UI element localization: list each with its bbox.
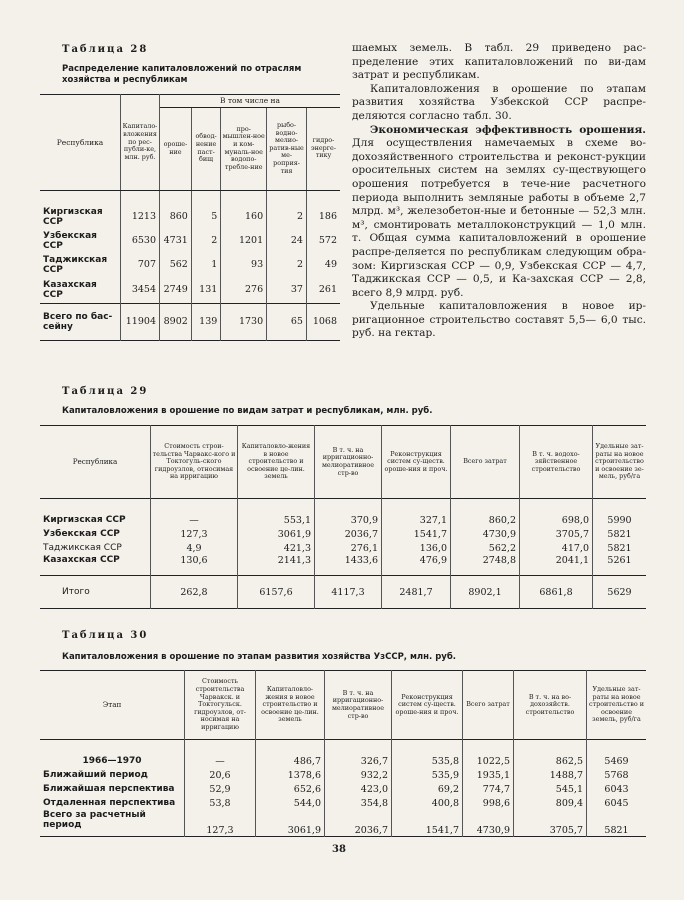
t29-col-water: В т. ч. водохо-зяйственное строительство: [520, 426, 593, 499]
paragraph-2: Капиталовложения в орошение по этапам развития хозяйства Узбекской ССР распре-деляются согласно табл. 30.: [352, 82, 646, 122]
table-row: Таджикская ССР 4,9 421,3 276,1 136,0 562,2 417,0 5821: [40, 541, 646, 555]
table-row: Отдаленная перспектива 53,8 544,0 354,8 400,8 998,6 809,4 6045: [40, 796, 646, 810]
table-29-title: Таблица 29: [62, 386, 149, 397]
t29-col-unit: Удельные зат-раты на новое строительство и освоение зе-мель, руб/га: [595, 442, 644, 481]
t30-col-stage: Этап: [40, 671, 185, 740]
t30-col-irr: В т. ч. на ирригационно-мелиоративное стр-во: [325, 671, 392, 740]
table-row: Казахская ССР 3454 2749 131 276 37 261: [40, 277, 340, 304]
t28-col-irr: ороше-ние: [160, 107, 192, 190]
table-row: Ближайший период 20,6 1378,6 932,2 535,9 1935,1 1488,7 5768: [40, 768, 646, 782]
table-row: Киргизская ССР — 553,1 370,9 327,1 860,2 698,0 5990: [40, 513, 646, 527]
table-30: [40, 670, 646, 837]
t28-col-republic: Республика: [40, 95, 121, 191]
paragraph-1: шаемых земель. В табл. 29 приведено рас-пределение этих капиталовложений по ви-дам затрат и республикам.: [352, 42, 646, 82]
paragraph-4: Удельные капиталовложения в новое ир-ригационное строительство составят 5,5— 6,0 тыс. руб. на гектар.: [352, 300, 646, 340]
t30-col-new: Капиталовло-жения в новое строительство и освоение це-лин. земель: [256, 671, 325, 740]
table-row: Узбекская ССР 6530 4731 2 1201 24 572: [40, 229, 340, 253]
paragraph-3: Экономическая эффективность орошения. Для осуществления намечаемых в схеме во-дохозяйственного строительства и реконст-рукции оросительных систем на землях су-ществующего орошения потребуется в тече-ние расчетного периода выполнить земляные работы в объеме 2,7 млрд. м³, железобетон-ные и бетонные — 52,3 млн. м³, смонтировать металлоконструкций — 1,0 млн. т. Общая сумма капиталовложений в орошение распре-деляется по республикам следующим обра-зом: Киргизская ССР — 0,9, Узбекская ССР — 4,7, Таджикская ССР — 0,5, и Ка-захская ССР — 2,8, всего 8,9 млрд. руб.: [352, 123, 646, 299]
table-28: [40, 94, 340, 341]
t30-col-recon: Реконструкция систем су-ществ. ороше-ния и проч.: [392, 671, 463, 740]
table-30-title: Таблица 30: [62, 630, 149, 641]
table-29-caption: Капиталовложения в орошение по видам затрат и республикам, млн. руб.: [62, 406, 433, 416]
table-total-row: Итого 262,8 6157,6 4117,3 2481,7 8902,1 6861,8 5629: [40, 576, 646, 609]
t28-col-capital: Капитало-вложения по рес-публи-ке, млн. руб.: [121, 95, 160, 191]
t28-col-water: обвод-нение паст-бищ: [191, 107, 220, 190]
body-text: [352, 42, 646, 341]
t28-col-hydro: гидро-энерге-тику: [306, 107, 340, 190]
table-row: Казахская ССР 130,6 2141,3 1433,6 476,9 2748,8 2041,1 5261: [40, 555, 646, 576]
t29-col-irr: В т. ч. на ирригационно-мелиоративное стр-во: [315, 426, 382, 499]
paragraph-3-heading: Экономическая эффективность орошения.: [370, 123, 646, 136]
t29-col-new: Капиталовло-жения в новое строительство и освоение це-лин. земель: [238, 426, 315, 499]
table-row: Узбекская ССР 127,3 3061,9 2036,7 1541,7 4730,9 3705,7 5821: [40, 527, 646, 541]
t29-col-total: Всего затрат: [451, 426, 520, 499]
t29-col-republic: Республика: [40, 426, 151, 499]
page-number: 38: [332, 844, 346, 855]
t30-col-dams: Стоимость строительства Чарвакск. и Токтогульск. гидроузлов, от-носимая на ирригацию: [185, 671, 256, 740]
table-28-title: Таблица 28: [62, 44, 149, 55]
table-29: [40, 425, 646, 609]
table-row: Ближайшая перспектива 52,9 652,6 423,0 69,2 774,7 545,1 6043: [40, 782, 646, 796]
table-row: Киргизская ССР 1213 860 5 160 2 186: [40, 205, 340, 229]
table-total-row: Всего по бас-сейну 11904 8902 139 1730 65 1068: [40, 303, 340, 340]
table-row: 1966—1970 — 486,7 326,7 535,8 1022,5 862,5 5469: [40, 754, 646, 768]
t29-col-recon: Реконструкция систем су-ществ. ороше-ния и проч.: [382, 426, 451, 499]
t28-col-incl: В том числе на: [160, 95, 341, 108]
table-30-caption: Капиталовложения в орошение по этапам развития хозяйства УзССР, млн. руб.: [62, 652, 457, 662]
table-total-row: Всего за расчетный период 127,3 3061,9 2036,7 1541,7 4730,9 3705,7 5821: [40, 810, 646, 837]
t29-col-dams: Стоимость строи-тельства Чарвакс-кого и Токтогуль-ского гидроузлов, относимая на ирригацию: [151, 426, 238, 499]
t30-col-total: Всего затрат: [463, 671, 514, 740]
table-row: Таджикская ССР 707 562 1 93 2 49: [40, 253, 340, 277]
t28-col-fish: рыбо-водно-мелио-ратив-ные ме-роприя-тия: [267, 107, 307, 190]
t28-col-ind: про-мышлен-ное и ком-муналь-ное водопо-требле-ние: [221, 107, 267, 190]
t30-col-water: В т. ч. на во-дохозяйств. строительство: [514, 671, 587, 740]
table-28-caption: Распределение капиталовложений по отраслям хозяйства и республикам: [62, 64, 302, 85]
t30-col-unit: Удельные зат-раты на новое строительство и освоение земель, руб/га: [588, 685, 645, 724]
